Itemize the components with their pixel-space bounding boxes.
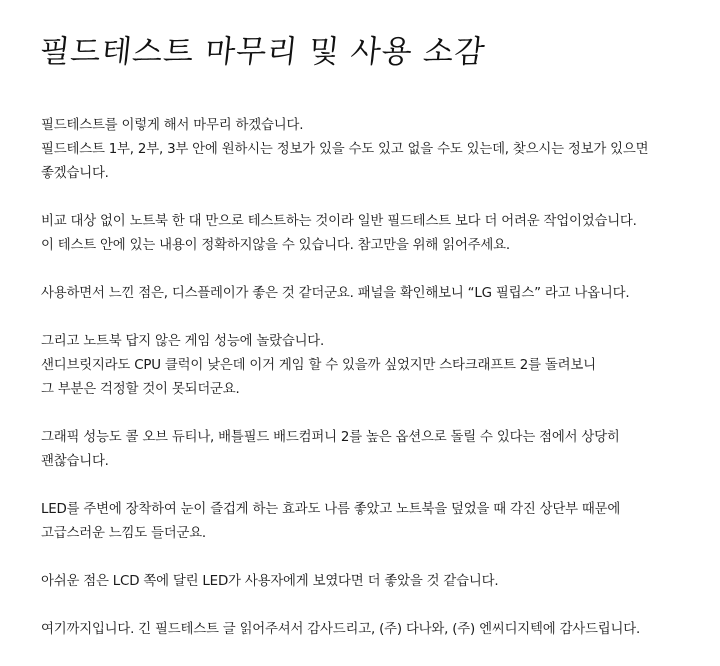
text-line: 샌디브릿지라도 CPU 클럭이 낮은데 이거 게임 할 수 있을까 싶었지만 스타크래프트 2를 돌려보니 bbox=[41, 358, 596, 373]
text-line: 괜찮습니다. bbox=[41, 454, 109, 469]
page-title: 필드테스트 마무리 및 사용 소감 bbox=[37, 34, 488, 70]
text-line: 여기까지입니다. 긴 필드테스트 글 읽어주셔서 감사드리고, (주) 다나와, (주) 엔씨디지텍에 감사드립니다. bbox=[41, 622, 641, 637]
text-line: 필드테스트를 이렇게 해서 마무리 하겠습니다. bbox=[41, 118, 304, 133]
text-line: 그 부분은 걱정할 것이 못되더군요. bbox=[41, 382, 240, 397]
paragraph-game-performance bbox=[41, 330, 711, 402]
text-line: 사용하면서 느낀 점은, 디스플레이가 좋은 것 같더군요. 패널을 확인해보니 “LG 필립스” 라고 나옵니다. bbox=[41, 286, 630, 301]
text-line: 필드테스트 1부, 2부, 3부 안에 원하시는 정보가 있을 수도 있고 없을 수도 있는데, 찾으시는 정보가 있으면 bbox=[41, 142, 649, 157]
paragraph-graphics bbox=[41, 426, 711, 474]
text-line: 그래픽 성능도 콜 오브 듀티나, 배틀필드 배드컴퍼니 2를 높은 옵션으로 돌릴 수 있다는 점에서 상당히 bbox=[41, 430, 620, 445]
paragraph-shortcoming bbox=[41, 570, 711, 594]
paragraph-disclaimer bbox=[41, 210, 711, 258]
text-line: LED를 주변에 장착하여 눈이 즐겁게 하는 효과도 나름 좋았고 노트북을 덮었을 때 각진 상단부 때문에 bbox=[41, 502, 621, 517]
paragraph-led-design bbox=[41, 498, 711, 546]
text-line: 그리고 노트북 답지 않은 게임 성능에 놀랐습니다. bbox=[41, 334, 325, 349]
paragraph-closing bbox=[41, 618, 711, 642]
article-body bbox=[41, 114, 711, 666]
paragraph-intro bbox=[41, 114, 711, 186]
paragraph-display bbox=[41, 282, 711, 306]
text-line: 이 테스트 안에 있는 내용이 정확하지않을 수 있습니다. 참고만을 위해 읽어주세요. bbox=[41, 238, 510, 253]
text-line: 고급스러운 느낌도 들더군요. bbox=[41, 526, 206, 541]
text-line: 아쉬운 점은 LCD 쪽에 달린 LED가 사용자에게 보였다면 더 좋았을 것 같습니다. bbox=[41, 574, 499, 589]
text-line: 좋겠습니다. bbox=[41, 166, 109, 181]
text-line: 비교 대상 없이 노트북 한 대 만으로 테스트하는 것이라 일반 필드테스트 보다 더 어려운 작업이었습니다. bbox=[41, 214, 637, 229]
